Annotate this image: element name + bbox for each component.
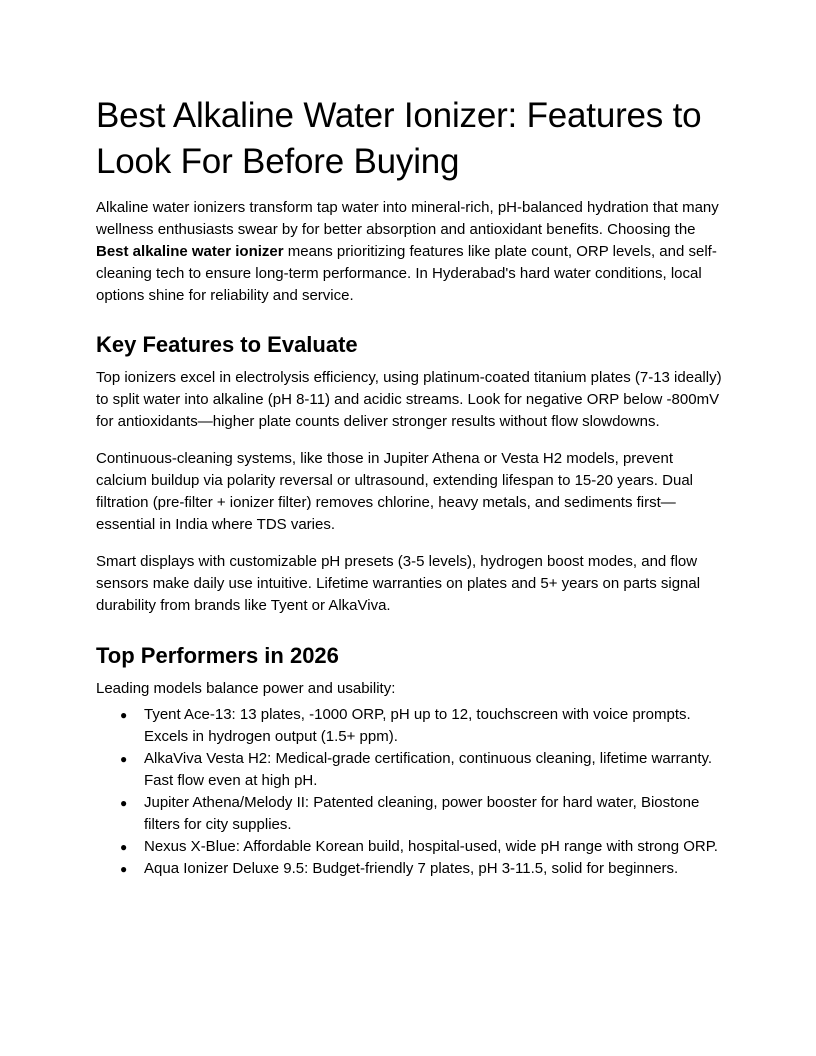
list-item-text: AlkaViva Vesta H2: Medical-grade certification, continuous cleaning, lifetime warranty. Fast flow even at high pH. [144, 750, 713, 789]
bullet-icon: ● [120, 708, 128, 722]
intro-paragraph [96, 197, 722, 307]
bullet-icon: ● [120, 796, 128, 810]
intro-bold-keyword: Best alkaline water ionizer [96, 243, 284, 260]
list-item [96, 748, 722, 792]
list-intro-paragraph: Leading models balance power and usability: [96, 680, 396, 697]
section-heading-top-performers: Top Performers in 2026 [96, 643, 339, 668]
paragraph-cleaning: Continuous-cleaning systems, like those in Jupiter Athena or Vesta H2 models, prevent calcium buildup via polarity reversal or ultrasound, extending lifespan to 15-20 years. Dual filtration (pre-filter + ionizer filter) removes chlorine, heavy metals, and sediments first—essential in India where TDS varies. [96, 450, 693, 533]
bullet-icon: ● [120, 862, 128, 876]
bullet-icon: ● [120, 752, 128, 766]
document-page [96, 93, 722, 880]
section-heading-key-features: Key Features to Evaluate [96, 332, 358, 357]
list-item-text: Tyent Ace-13: 13 plates, -1000 ORP, pH up to 12, touchscreen with voice prompts. Excels in hydrogen output (1.5+ ppm). [144, 706, 691, 745]
intro-text-start: Alkaline water ionizers transform tap water into mineral-rich, pH-balanced hydration that many wellness enthusiasts swear by for better absorption and antioxidant benefits. Choosing the [96, 199, 719, 238]
list-item [96, 836, 722, 858]
paragraph-smart-displays: Smart displays with customizable pH presets (3-5 levels), hydrogen boost modes, and flow sensors make daily use intuitive. Lifetime warranties on plates and 5+ years on parts signal durability from brands like Tyent or AlkaViva. [96, 553, 701, 614]
performers-list [96, 704, 722, 880]
paragraph-electrolysis: Top ionizers excel in electrolysis efficiency, using platinum-coated titanium plates (7-13 ideally) to split water into alkaline (pH 8-11) and acidic streams. Look for negative ORP below -800mV for antioxidants—higher plate counts deliver stronger results without flow slowdowns. [96, 369, 722, 430]
list-item [96, 858, 722, 880]
list-item-text: Jupiter Athena/Melody II: Patented cleaning, power booster for hard water, Biostone filters for city supplies. [144, 794, 700, 833]
bullet-icon: ● [120, 840, 128, 854]
document-title: Best Alkaline Water Ionizer: Features to Look For Before Buying [96, 96, 702, 181]
list-item-text: Nexus X-Blue: Affordable Korean build, hospital-used, wide pH range with strong ORP. [144, 838, 718, 855]
list-item [96, 704, 722, 748]
list-item-text: Aqua Ionizer Deluxe 9.5: Budget-friendly 7 plates, pH 3-11.5, solid for beginners. [144, 860, 679, 877]
list-item [96, 792, 722, 836]
intro-text-end: means prioritizing features like plate count, ORP levels, and self-cleaning tech to ensure long-term performance. In Hyderabad's hard water conditions, local options shine for reliability and service. [96, 243, 717, 304]
